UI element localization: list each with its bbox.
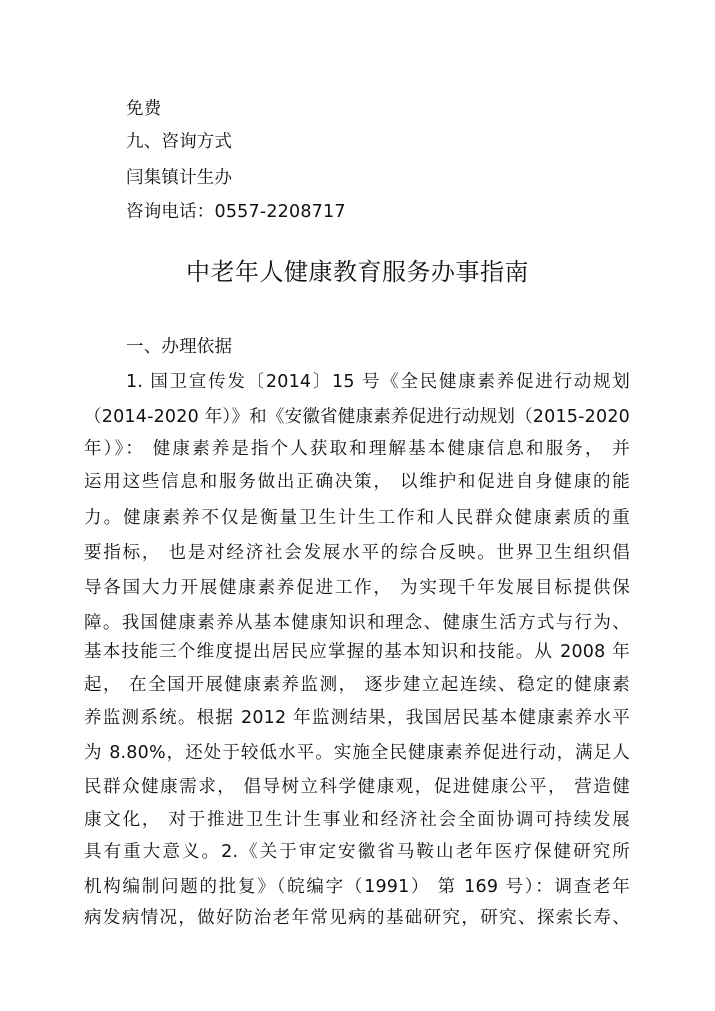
body-line-8: 障。我国健康素养从基本健康知识和理念、健康生活方式与行为、 <box>84 613 630 633</box>
section-heading: 一、办理依据 <box>126 337 233 357</box>
body-line-4: 运用这些信息和服务做出正确决策， 以维护和促进自身健康的能 <box>84 472 630 492</box>
page-title: 中老年人健康教育服务办事指南 <box>186 258 529 286</box>
body-line-1: 1. 国卫宣传发〔2014〕15 号《全民健康素养促进行动规划 <box>126 372 630 392</box>
body-line-9: 基本技能三个维度提出居民应掌握的基本知识和技能。从 2008 年 <box>84 642 630 662</box>
body-line-14: 康文化， 对于推进卫生计生事业和经济社会全面协调可持续发展 <box>84 810 630 830</box>
body-line-16: 机构编制问题的批复》（皖编字（1991） 第 169 号）：调查老年 <box>84 877 630 897</box>
body-line-17: 病发病情况，做好防治老年常见病的基础研究，研究、探索长寿、 <box>84 908 630 928</box>
consult-method-heading: 九、咨询方式 <box>126 132 233 152</box>
body-line-6: 要指标， 也是对经济社会发展水平的综合反映。世界卫生组织倡 <box>84 543 630 563</box>
body-line-15: 具有重大意义。2.《关于审定安徽省马鞍山老年医疗保健研究所 <box>84 842 630 862</box>
consult-phone: 咨询电话：0557-2208717 <box>126 202 346 222</box>
body-line-12: 为 8.80%，还处于较低水平。实施全民健康素养促进行动，满足人 <box>84 743 630 763</box>
body-line-10: 起， 在全国开展健康素养监测， 逐步建立起连续、稳定的健康素 <box>84 675 630 695</box>
body-line-7: 导各国大力开展健康素养促进工作， 为实现千年发展目标提供保 <box>84 578 630 598</box>
body-line-3: 年）》： 健康素养是指个人获取和理解基本健康信息和服务， 并 <box>84 439 630 459</box>
fee-line: 免费 <box>126 99 162 119</box>
body-line-11: 养监测系统。根据 2012 年监测结果，我国居民基本健康素养水平 <box>84 708 630 728</box>
office-name: 闫集镇计生办 <box>126 168 233 188</box>
body-line-2: （2014-2020 年）》和《安徽省健康素养促进行动规划（2015-2020 <box>84 407 630 427</box>
body-line-5: 力。健康素养不仅是衡量卫生计生工作和人民群众健康素质的重 <box>84 508 630 528</box>
body-line-13: 民群众健康需求， 倡导树立科学健康观，促进健康公平， 营造健 <box>84 777 630 797</box>
